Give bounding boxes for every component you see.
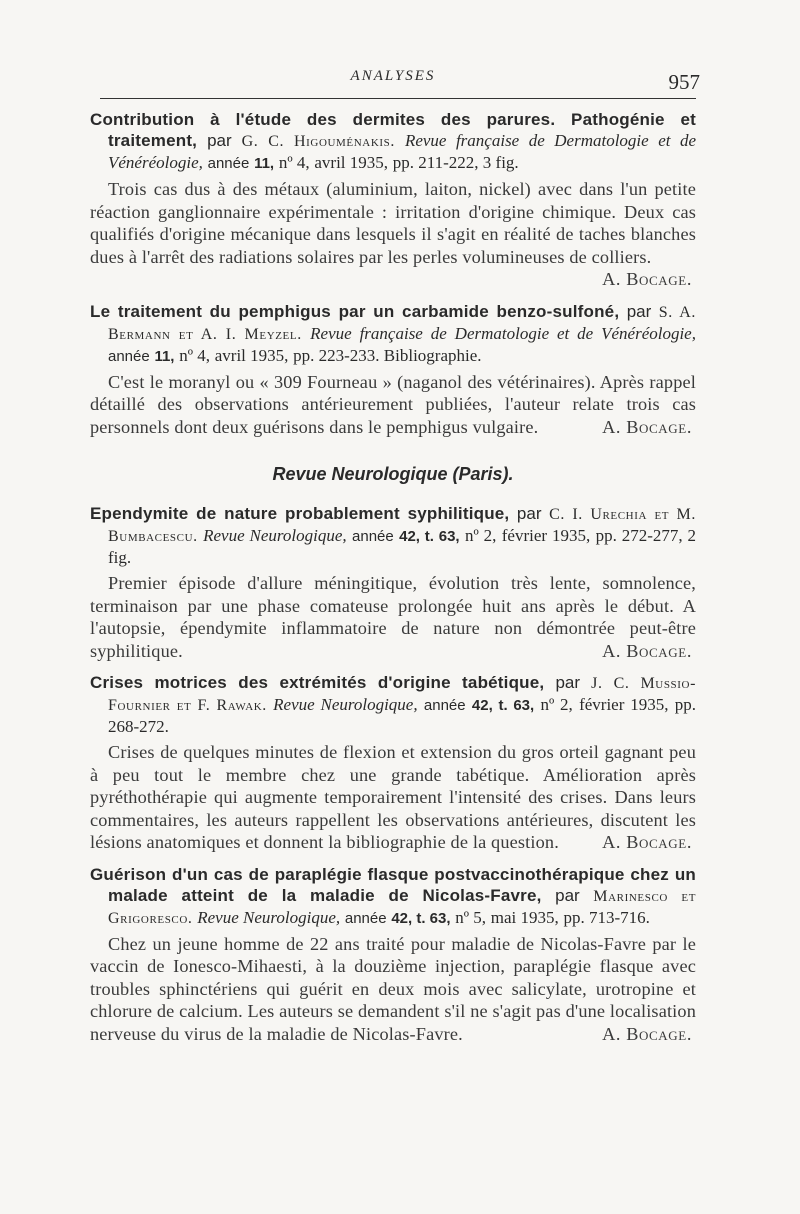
entry-title: Le traitement du pemphigus par un carbamide benzo-sulfoné,	[90, 301, 620, 321]
entry-body	[90, 933, 696, 1046]
entry-authors: J. C. Mussio-Fournier et F. Rawak.	[108, 675, 696, 714]
entry-journal: Revue Neurologique,	[273, 695, 418, 714]
abstract-entry	[90, 672, 696, 854]
entry-title: Crises motrices des extrémités d'origine tabétique,	[90, 673, 545, 692]
entry-year-label: année	[108, 347, 150, 365]
entry-issue: nº 4,	[179, 345, 210, 365]
entry-pages: pp. 223-233. Bibliographie.	[293, 345, 482, 365]
entry-issue: nº 2,	[540, 695, 573, 714]
entry-title: Contribution à l'étude des dermites des parures. Pathogénie et traitement,	[90, 110, 696, 150]
entry-issue: nº 2,	[464, 526, 497, 545]
entry-issue: nº 5,	[455, 907, 487, 927]
entry-pages: pp. 211-222, 3 fig.	[392, 153, 519, 172]
entry-journal: Revue française de Dermatologie et de Vénéréologie,	[108, 131, 697, 172]
entry-body	[90, 371, 696, 439]
entry-by: par	[555, 673, 581, 692]
entry-volume: 11,	[154, 347, 175, 365]
page-number: 957	[668, 70, 700, 94]
entry-title: Ependymite de nature probablement syphilitique,	[90, 504, 510, 523]
entry-journal: Revue Neurologique,	[197, 907, 341, 927]
entry-volume: 42, t. 63,	[399, 528, 460, 545]
entry-heading	[90, 864, 696, 929]
entry-volume: 11,	[254, 155, 275, 172]
entry-authors: Marinesco et Grigoresco.	[108, 887, 697, 927]
entry-by: par	[516, 504, 542, 523]
entry-year-label: année	[207, 155, 250, 172]
entry-signature: A. Bocage.	[602, 832, 692, 852]
header-rule	[100, 98, 696, 99]
entry-pages: pp. 272-277, 2 fig.	[108, 526, 697, 567]
entry-heading	[90, 503, 696, 568]
entry-by: par	[555, 885, 580, 905]
entry-body-text: Crises de quelques minutes de flexion et extension du gros orteil gagnant peu à peu tout le membre chez une grande tabétique. Amélioration après pyréthothérapie qui augmente temporairement l'intensité des crises. Dans leurs commentaires, les auteurs rappellent les observations antérieures, discutent les lésions anatomiques et donnent la bibliographie de la question.	[90, 742, 696, 852]
entry-signature: A. Bocage.	[602, 1023, 692, 1044]
entry-title: Guérison d'un cas de paraplégie flasque postvaccinothérapique chez un malade atteint de la maladie de Nicolas-Favre,	[90, 864, 696, 905]
entry-body	[90, 178, 696, 291]
entry-heading	[90, 109, 696, 174]
abstract-entry	[90, 301, 696, 439]
abstract-entry	[90, 503, 696, 662]
entry-year-label: année	[352, 528, 394, 545]
entry-authors: G. C. Higouménakis.	[241, 133, 395, 150]
running-title: ANALYSES	[350, 68, 436, 84]
entry-body	[90, 572, 696, 662]
entry-year-label: année	[344, 909, 387, 927]
abstract-entry	[90, 109, 696, 291]
section-title: Revue Neurologique (Paris).	[272, 464, 514, 484]
entry-by: par	[626, 301, 652, 321]
entry-body-text: C'est le moranyl ou « 309 Fourneau » (naganol des vétérinaires). Après rappel détaillé des observations antérieurement publiées, l'auteur relate trois cas personnels dont deux guérisons dans le pemphigus vulgaire.	[90, 371, 696, 437]
entry-signature: A. Bocage.	[602, 269, 692, 289]
entry-journal: Revue française de Dermatologie et de Vénéréologie,	[310, 323, 696, 343]
entry-year-label: année	[423, 697, 466, 714]
abstract-entry	[90, 864, 696, 1046]
entry-authors: C. I. Urechia et M. Bumbacescu.	[108, 506, 696, 545]
entry-date: février 1935,	[501, 526, 591, 545]
entry-body-text: Trois cas dus à des métaux (aluminium, laiton, nickel) avec dans l'un petite réaction ganglionnaire expérimentale : irritation d'origine chimique. Deux cas qualifiés d'origine mécanique dans lesquels il s'agit en réalité de taches blanches dues à l'arrêt des radiations solaires par les perles volumineuses de colliers.	[90, 179, 696, 267]
entry-signature: A. Bocage.	[602, 640, 692, 661]
entry-date: mai 1935,	[490, 907, 559, 927]
entry-volume: 42, t. 63,	[391, 909, 451, 927]
entry-heading	[90, 672, 696, 737]
entry-pages: pp. 268-272.	[108, 695, 696, 736]
entry-signature: A. Bocage.	[602, 416, 692, 437]
entry-authors: S. A. Bermann et A. I. Meyzel.	[108, 303, 696, 343]
entry-by: par	[207, 131, 232, 150]
entry-pages: pp. 713-716.	[563, 907, 650, 927]
entry-journal: Revue Neurologique,	[203, 526, 347, 545]
entry-volume: 42, t. 63,	[471, 697, 535, 714]
entry-date: avril 1935,	[214, 345, 289, 365]
entry-issue: nº 4,	[278, 153, 310, 172]
entry-date: février 1935,	[579, 695, 669, 714]
entry-heading	[90, 301, 696, 367]
running-header	[90, 64, 700, 98]
entry-date: avril 1935,	[314, 153, 389, 172]
entry-body	[90, 741, 696, 854]
entry-body-text: Chez un jeune homme de 22 ans traité pour maladie de Nicolas-Favre par le vaccin de Ionesco-Mihaesti, à la douzième injection, paraplégie flasque avec troubles sphinctériens qui guérit en deux mois avec salicylate, urotropine et chlorure de calcium. Les auteurs se demandent s'il ne s'agit pas d'une localisation nerveuse du virus de la maladie de Nicolas-Favre.	[90, 933, 696, 1044]
entry-body-text: Premier épisode d'allure méningitique, évolution très lente, somnolence, terminaison par une phase comateuse prolongée huit ans après le début. A l'autopsie, épendymite inflammatoire de nature non démontrée peut-être syphilitique.	[90, 573, 696, 661]
